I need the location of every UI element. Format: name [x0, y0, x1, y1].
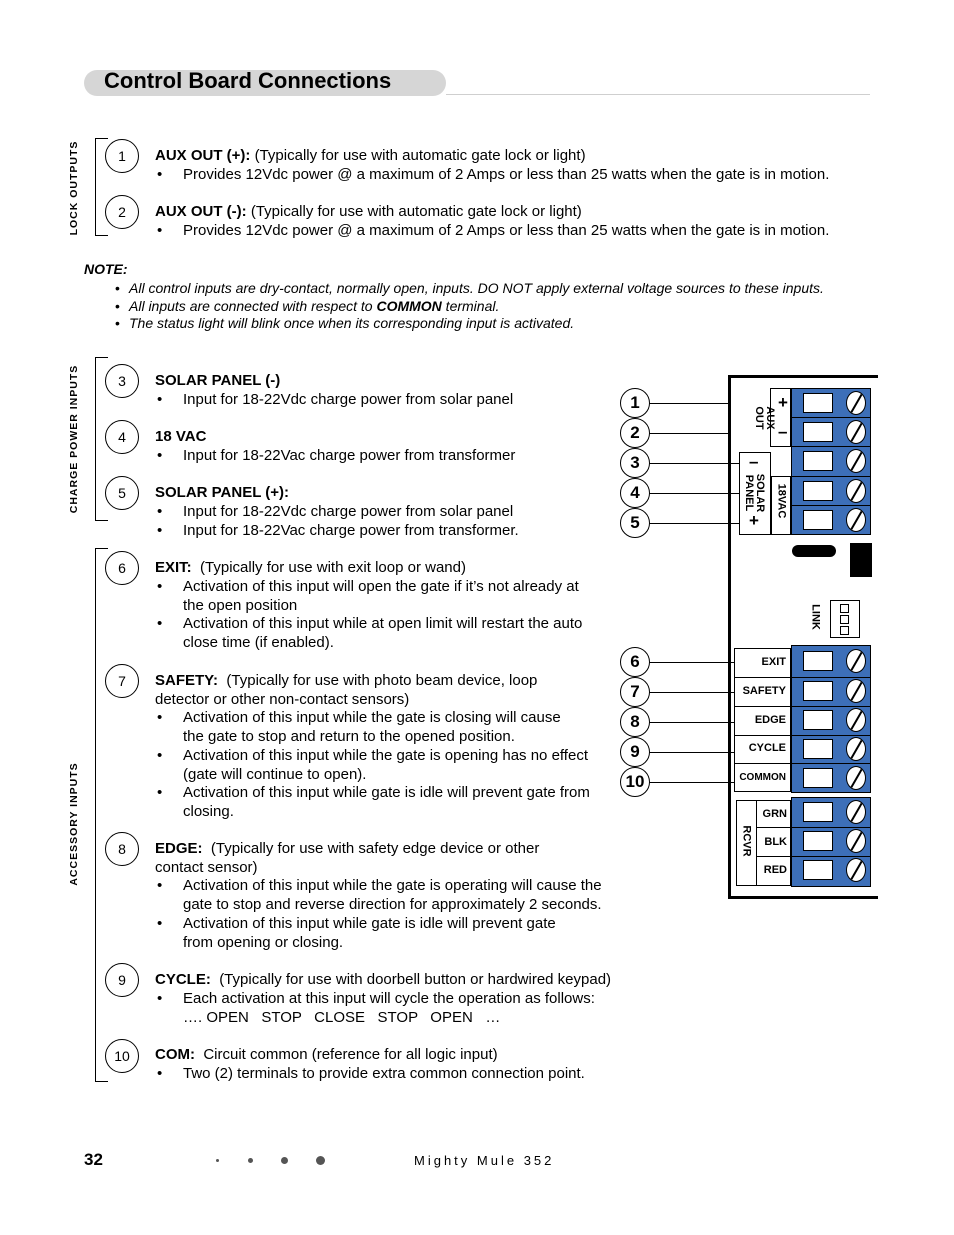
callout-circle: 7 — [620, 677, 650, 707]
item-heading — [155, 971, 611, 990]
item-number-circle: 7 — [105, 664, 139, 698]
product-name: Mighty Mule 352 — [414, 1153, 555, 1168]
item-desc: (Typically for use with exit loop or wand) — [200, 559, 466, 576]
rcvr-label: RCVR — [740, 825, 753, 857]
page-number: 32 — [84, 1150, 103, 1169]
terminal-slot — [803, 451, 833, 471]
plus-sign: + — [778, 393, 788, 412]
terminal-label-safety: SAFETY — [742, 685, 786, 697]
screw-icon[interactable] — [846, 479, 866, 503]
footer-dot — [281, 1157, 288, 1164]
title-rule — [446, 94, 870, 95]
terminal-slot — [803, 651, 833, 671]
item-heading: EDGE: (Typically for use with safety edge device or other contact sensor) — [155, 840, 540, 876]
item-name: SAFETY: — [155, 672, 219, 689]
note-line: • All control inputs are dry-contact, normally open, inputs. DO NOT apply external voltage sources to these inputs. — [115, 280, 824, 296]
item-bullet: • Input for 18-22Vdc charge power from solar panel — [157, 391, 514, 408]
footer-dot — [216, 1159, 219, 1162]
item-name: SOLAR PANEL (+): — [155, 484, 290, 501]
terminal-slot — [803, 510, 833, 530]
solar-panel-label: SOLAR PANEL — [743, 473, 766, 513]
terminal-label-cycle: CYCLE — [748, 742, 786, 754]
callout-leader — [649, 403, 729, 404]
item-bullet: • Activation of this input while the gate is closing will cause the gate to stop and return to the opened position. — [157, 709, 561, 745]
callout-leader — [649, 433, 729, 434]
item-name: EXIT: — [155, 559, 192, 576]
callout-leader — [649, 493, 739, 494]
item-bullet: • Each activation at this input will cycle the operation as follows: …. OPEN STOP CLOSE STOP OPEN … — [157, 990, 595, 1026]
screw-icon[interactable] — [846, 508, 866, 532]
screw-icon[interactable] — [846, 420, 866, 444]
item-heading — [155, 1046, 498, 1065]
screw-icon[interactable] — [846, 800, 866, 824]
item-name: SOLAR PANEL (-) — [155, 372, 281, 389]
board-component — [850, 543, 872, 577]
item-number-circle: 5 — [105, 476, 139, 510]
callout-leader — [649, 662, 734, 663]
item-bullet: • Activation of this input while the gate is operating will cause the gate to stop and reverse direction for approximately 2 seconds. — [157, 877, 602, 913]
item-number-circle: 2 — [105, 195, 139, 229]
item-bullet: • Activation of this input will open the gate if it’s not already at the open position — [157, 578, 579, 614]
callout-leader — [649, 782, 734, 783]
item-bullet: • Activation of this input while gate is idle will prevent gate from closing. — [157, 784, 590, 820]
callout-leader — [649, 752, 734, 753]
callout-circle: 2 — [620, 418, 650, 448]
item-name: AUX OUT (-): — [155, 203, 247, 220]
callout-leader — [649, 523, 739, 524]
item-number-circle: 6 — [105, 551, 139, 585]
screw-icon[interactable] — [846, 649, 866, 673]
terminal-label-edge: EDGE — [754, 714, 786, 726]
item-desc: (Typically for use with photo beam device, loop — [226, 672, 538, 689]
item-heading — [155, 559, 466, 578]
footer-dot — [316, 1156, 325, 1165]
note-line: • All inputs are connected with respect to COMMON terminal. — [115, 298, 500, 314]
callout-circle: 1 — [620, 388, 650, 418]
item-bullet: • Input for 18-22Vac charge power from transformer. — [157, 522, 519, 539]
callout-leader — [649, 692, 734, 693]
item-bullet: • Activation of this input while gate is idle will prevent gate from opening or closing. — [157, 915, 556, 951]
item-number-circle: 8 — [105, 832, 139, 866]
callout-circle: 3 — [620, 448, 650, 478]
terminal-slot — [803, 422, 833, 442]
group-label-lock-outputs: LOCK OUTPUTS — [68, 140, 80, 236]
item-heading: SAFETY: (Typically for use with photo beam device, loop detector or other non-contact sensors) — [155, 672, 538, 708]
screw-icon[interactable] — [846, 858, 866, 882]
item-desc: (Typically for use with automatic gate lock or light) — [250, 203, 582, 220]
item-number-circle: 10 — [105, 1039, 139, 1073]
terminal-slot — [803, 831, 833, 851]
terminal-slot — [803, 802, 833, 822]
note-label: NOTE: — [84, 261, 128, 277]
item-number-circle: 4 — [105, 420, 139, 454]
item-heading — [155, 203, 582, 222]
terminal-label-grn: GRN — [762, 808, 787, 820]
screw-icon[interactable] — [846, 449, 866, 473]
bracket-accessory-inputs — [95, 548, 108, 1082]
terminal-label-common: COMMON — [739, 772, 786, 783]
item-heading — [155, 147, 586, 166]
screw-icon[interactable] — [846, 708, 866, 732]
vac-label: 18VAC — [775, 483, 788, 519]
callout-circle: 8 — [620, 707, 650, 737]
terminal-slot — [803, 768, 833, 788]
item-number-circle: 3 — [105, 364, 139, 398]
item-bullet: • Activation of this input while the gate is opening has no effect (gate will continue to open). — [157, 747, 588, 783]
terminal-label-blk: BLK — [764, 836, 787, 848]
minus-sign: – — [749, 452, 759, 471]
terminal-label-red: RED — [763, 864, 787, 876]
plus-sign: + — [749, 511, 759, 530]
callout-circle: 4 — [620, 478, 650, 508]
callout-leader — [649, 722, 734, 723]
item-number-circle: 1 — [105, 139, 139, 173]
terminal-label-exit: EXIT — [761, 656, 786, 668]
item-desc: (Typically for use with automatic gate lock or light) — [254, 147, 586, 164]
screw-icon[interactable] — [846, 829, 866, 853]
group-label-charge-power: CHARGE POWER INPUTS — [68, 364, 80, 514]
aux-out-label: AUX OUT — [753, 406, 776, 430]
item-name: EDGE: — [155, 840, 203, 857]
item-name: AUX OUT (+): — [155, 147, 251, 164]
screw-icon[interactable] — [846, 766, 866, 790]
link-label: LINK — [809, 604, 822, 630]
item-name: CYCLE: — [155, 971, 211, 988]
callout-circle: 9 — [620, 737, 650, 767]
callout-leader — [649, 463, 739, 464]
footer-dot — [248, 1158, 253, 1163]
status-light — [792, 545, 836, 557]
page-title: Control Board Connections — [104, 68, 392, 93]
terminal-slot — [803, 739, 833, 759]
item-bullet: • Input for 18-22Vac charge power from transformer — [157, 447, 516, 464]
screw-icon[interactable] — [846, 679, 866, 703]
terminal-slot — [803, 681, 833, 701]
item-number-circle: 9 — [105, 963, 139, 997]
callout-circle: 5 — [620, 508, 650, 538]
item-bullet: • Two (2) terminals to provide extra common connection point. — [157, 1065, 585, 1082]
callout-circle: 6 — [620, 647, 650, 677]
item-name: 18 VAC — [155, 428, 207, 445]
item-desc: Circuit common (reference for all logic input) — [203, 1046, 498, 1063]
item-desc: (Typically for use with safety edge device or other — [210, 840, 540, 857]
terminal-slot — [803, 860, 833, 880]
note-line: • The status light will blink once when its corresponding input is activated. — [115, 315, 575, 331]
item-desc: (Typically for use with doorbell button or hardwired keypad) — [219, 971, 612, 988]
item-bullet: • Activation of this input while at open limit will restart the auto close time (if enabled). — [157, 615, 583, 651]
terminal-slot — [803, 393, 833, 413]
terminal-slot — [803, 481, 833, 501]
screw-icon[interactable] — [846, 391, 866, 415]
item-bullet: • Provides 12Vdc power @ a maximum of 2 Amps or less than 25 watts when the gate is in motion. — [157, 166, 830, 183]
screw-icon[interactable] — [846, 737, 866, 761]
terminal-slot — [803, 710, 833, 730]
item-bullet: • Input for 18-22Vdc charge power from solar panel — [157, 503, 514, 520]
callout-circle: 10 — [620, 767, 650, 797]
minus-sign: – — [778, 422, 788, 441]
item-bullet: • Provides 12Vdc power @ a maximum of 2 Amps or less than 25 watts when the gate is in motion. — [157, 222, 830, 239]
group-label-accessory-inputs: ACCESSORY INPUTS — [68, 762, 80, 886]
item-name: COM: — [155, 1046, 195, 1063]
